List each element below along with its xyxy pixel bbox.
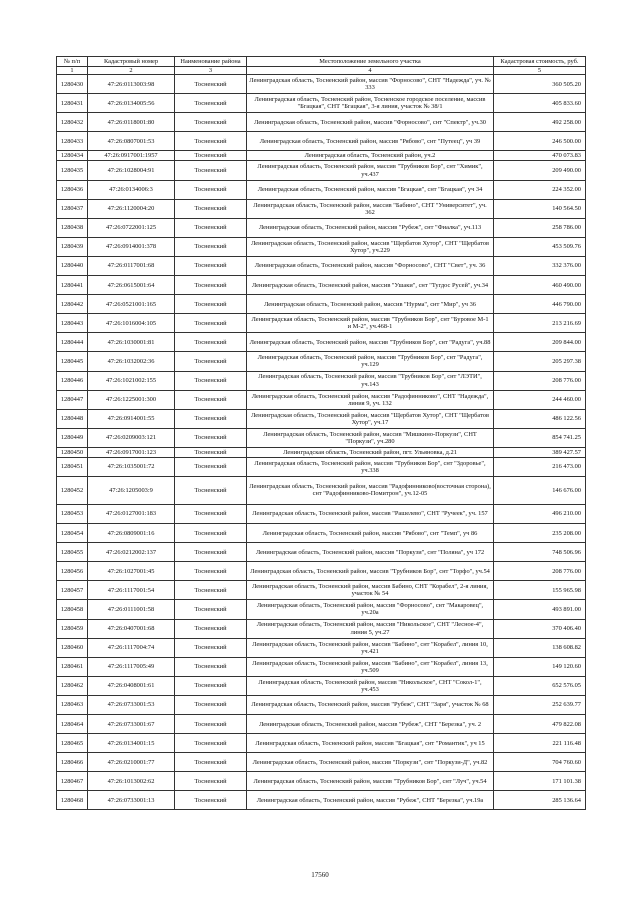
district-name: Тосненский [175, 333, 247, 352]
district-name: Тосненский [175, 352, 247, 371]
cadastral-value: 360 505.20 [494, 75, 586, 94]
table-row [57, 562, 586, 581]
cadastral-number: 47:26:1013002:62 [88, 772, 175, 791]
row-number: 1280462 [57, 676, 88, 695]
table-row [57, 581, 586, 600]
cadastral-number: 47:26:1028004:91 [88, 161, 175, 180]
cadastral-value: 748 506.96 [494, 543, 586, 562]
parcel-location: Ленинградская область, Тосненский район, массив "Трубников Бор", снт "Здоровье", уч.338 [247, 457, 494, 476]
table-row [57, 199, 586, 218]
row-number: 1280456 [57, 562, 88, 581]
parcel-location: Ленинградская область, Тосненский район, массив "Форносово", СНТ "Надежда", уч. № 333 [247, 75, 494, 94]
table-row [57, 619, 586, 638]
page-number: 17560 [311, 871, 329, 879]
cadastral-value: 224 352.00 [494, 180, 586, 199]
cadastral-number: 47:26:0134001:15 [88, 734, 175, 753]
cadastral-value: 492 258.00 [494, 113, 586, 132]
parcel-location: Ленинградская область, Тосненский район, пгт. Ульяновка, д.21 [247, 447, 494, 457]
cadastral-number: 47:26:0408001:61 [88, 676, 175, 695]
district-name: Тосненский [175, 314, 247, 333]
row-number: 1280447 [57, 390, 88, 409]
table-row [57, 457, 586, 476]
row-number: 1280434 [57, 151, 88, 161]
cadastral-value: 146 676.00 [494, 476, 586, 504]
cadastral-value: 486 122.56 [494, 409, 586, 428]
cadastral-number: 47:26:1225001:300 [88, 390, 175, 409]
row-number: 1280449 [57, 428, 88, 447]
header-number: № п/п [57, 57, 88, 67]
cadastral-number: 47:26:1027001:45 [88, 562, 175, 581]
cadastral-value-table [56, 56, 586, 810]
cadastral-value: 138 608.82 [494, 638, 586, 657]
cadastral-value: 244 460.00 [494, 390, 586, 409]
parcel-location: Ленинградская область, Тосненский район, массив "Поркузи", снт "Поляна", уч 172 [247, 543, 494, 562]
table-row [57, 333, 586, 352]
district-name: Тосненский [175, 75, 247, 94]
district-name: Тосненский [175, 390, 247, 409]
row-number: 1280446 [57, 371, 88, 390]
parcel-location: Ленинградская область, Тосненский район, массив "Бабино", снт "Корабел", линия 10, уч.421 [247, 638, 494, 657]
cadastral-value: 221 116.48 [494, 734, 586, 753]
cadastral-number: 47:26:0118001:80 [88, 113, 175, 132]
cadastral-value: 652 576.05 [494, 676, 586, 695]
district-name: Тосненский [175, 543, 247, 562]
row-number: 1280464 [57, 715, 88, 734]
parcel-location: Ленинградская область, Тосненский район, массив "Бабино", СНТ "Университет", уч. 362 [247, 199, 494, 218]
district-name: Тосненский [175, 199, 247, 218]
parcel-location: Ленинградская область, Тосненский район, массив "Рубеж", СНТ "Заря", участок № 68 [247, 695, 494, 714]
row-number: 1280441 [57, 276, 88, 295]
cadastral-value: 493 891.00 [494, 600, 586, 619]
parcel-location: Ленинградская область, Тосненский район, массив "Трубников Бор", снт "Буровое М-1 и М-2", уч.468-1 [247, 314, 494, 333]
cadastral-value: 216 473.00 [494, 457, 586, 476]
parcel-location: Ленинградская область, Тосненский район, массив "Поркузи", снт "Поркузи-Д", уч.82 [247, 753, 494, 772]
cadastral-number: 47:26:1120004:20 [88, 199, 175, 218]
parcel-location: Ленинградская область, Тосненский район, массив "Мишкино-Поркузи", СНТ "Поркузи", уч.280 [247, 428, 494, 447]
table-row [57, 543, 586, 562]
table-row [57, 161, 586, 180]
cadastral-number: 47:26:0733001:13 [88, 791, 175, 810]
row-number: 1280438 [57, 218, 88, 237]
parcel-location: Ленинградская область, Тосненский район, массив "Никольское", СНТ "Сокол-1", уч.453 [247, 676, 494, 695]
table-row [57, 476, 586, 504]
parcel-location: Ленинградская область, Тосненский район, массив "Трубников Бор", снт "Химик", уч.437 [247, 161, 494, 180]
row-number: 1280439 [57, 237, 88, 256]
cadastral-number: 47:26:1030001:81 [88, 333, 175, 352]
row-number: 1280436 [57, 180, 88, 199]
parcel-location: Ленинградская область, Тосненский район, массив "Радофинниково", СНТ "Надежда", линия 9, уч. 132 [247, 390, 494, 409]
cadastral-number: 47:26:0733001:67 [88, 715, 175, 734]
table-row [57, 734, 586, 753]
district-name: Тосненский [175, 256, 247, 275]
table-row [57, 151, 586, 161]
parcel-location: Ленинградская область, Тосненский район, массив "Рябово", снт "Путеец", уч 39 [247, 132, 494, 151]
table-row [57, 390, 586, 409]
district-name: Тосненский [175, 695, 247, 714]
cadastral-value: 370 406.40 [494, 619, 586, 638]
row-number: 1280445 [57, 352, 88, 371]
parcel-location: Ленинградская область, Тосненский район, массив "Бабино", снт "Корабел", линия 13, уч.509 [247, 657, 494, 676]
table-row [57, 352, 586, 371]
cadastral-value: 140 564.50 [494, 199, 586, 218]
district-name: Тосненский [175, 524, 247, 543]
district-name: Тосненский [175, 562, 247, 581]
cadastral-number: 47:26:0117001:68 [88, 256, 175, 275]
district-name: Тосненский [175, 600, 247, 619]
district-name: Тосненский [175, 113, 247, 132]
header-cadastral-value: Кадастровая стоимость, руб. [494, 57, 586, 67]
table-row [57, 753, 586, 772]
cadastral-value: 470 073.83 [494, 151, 586, 161]
cadastral-value: 252 639.77 [494, 695, 586, 714]
district-name: Тосненский [175, 772, 247, 791]
cadastral-value: 235 208.00 [494, 524, 586, 543]
parcel-location: Ленинградская область, Тосненский район, массив "Щербатов Хутор", СНТ "Щербатов Хутор", уч.17 [247, 409, 494, 428]
cadastral-number: 47:26:0809001:16 [88, 524, 175, 543]
table-row [57, 715, 586, 734]
parcel-location: Ленинградская область, Тосненский район, Тосненское городское поселение, массив "Бгацкая", СНТ "Бгацкая", 3-я линия, участок № 38/1 [247, 94, 494, 113]
district-name: Тосненский [175, 371, 247, 390]
cadastral-number: 47:26:0917001:1957 [88, 151, 175, 161]
parcel-location: Ленинградская область, Тосненский район, массив "Форносово", снт "Спектр", уч.30 [247, 113, 494, 132]
cadastral-value: 208 776.00 [494, 562, 586, 581]
cadastral-value: 258 786.00 [494, 218, 586, 237]
row-number: 1280459 [57, 619, 88, 638]
parcel-location: Ленинградская область, Тосненский район, массив "Трубников Бор", снт "ЛЭТИ", уч.143 [247, 371, 494, 390]
cadastral-value: 209 844.00 [494, 333, 586, 352]
row-number: 1280437 [57, 199, 88, 218]
cadastral-number: 47:26:0917001:123 [88, 447, 175, 457]
cadastral-value: 332 376.00 [494, 256, 586, 275]
cadastral-value: 171 101.38 [494, 772, 586, 791]
cadastral-number: 47:26:1117005:49 [88, 657, 175, 676]
cadastral-number: 47:26:0134005:56 [88, 94, 175, 113]
cadastral-number: 47:26:0914001:378 [88, 237, 175, 256]
parcel-location: Ленинградская область, Тосненский район, массив "Трубников Бор", снт "Радуга", уч.129 [247, 352, 494, 371]
table-row [57, 791, 586, 810]
cadastral-number: 47:26:0914001:55 [88, 409, 175, 428]
district-name: Тосненский [175, 734, 247, 753]
row-number: 1280457 [57, 581, 88, 600]
table-row [57, 447, 586, 457]
row-number: 1280466 [57, 753, 88, 772]
column-number-row [57, 67, 586, 75]
row-number: 1280468 [57, 791, 88, 810]
district-name: Тосненский [175, 132, 247, 151]
table-row [57, 180, 586, 199]
row-number: 1280444 [57, 333, 88, 352]
district-name: Тосненский [175, 791, 247, 810]
parcel-location: Ленинградская область, Тосненский район, массив "Рубеж", СНТ "Березка", уч. 2 [247, 715, 494, 734]
parcel-location: Ленинградская область, Тосненский район, массив "Радофинниково(восточная сторона), снт "Радофинниково-Помитрон", уч.12-05 [247, 476, 494, 504]
header-district: Наименование района [175, 57, 247, 67]
district-name: Тосненский [175, 581, 247, 600]
table-row [57, 276, 586, 295]
row-number: 1280454 [57, 524, 88, 543]
cadastral-number: 47:26:0212002:137 [88, 543, 175, 562]
cadastral-value: 149 120.60 [494, 657, 586, 676]
row-number: 1280453 [57, 504, 88, 523]
parcel-location: Ленинградская область, Тосненский район, массив "Рашелево", СНТ "Ручеек", уч. 157 [247, 504, 494, 523]
parcel-location: Ленинградская область, Тосненский район, массив "Бгацкая", снт "Романтик", уч 15 [247, 734, 494, 753]
row-number: 1280455 [57, 543, 88, 562]
district-name: Тосненский [175, 619, 247, 638]
cadastral-number: 47:26:0407001:68 [88, 619, 175, 638]
district-name: Тосненский [175, 409, 247, 428]
column-number: 2 [88, 67, 175, 75]
cadastral-value: 479 822.08 [494, 715, 586, 734]
table-row [57, 218, 586, 237]
row-number: 1280463 [57, 695, 88, 714]
row-number: 1280432 [57, 113, 88, 132]
table-row [57, 504, 586, 523]
cadastral-value: 854 741.25 [494, 428, 586, 447]
district-name: Тосненский [175, 447, 247, 457]
cadastral-number: 47:26:1021002:155 [88, 371, 175, 390]
column-number: 1 [57, 67, 88, 75]
district-name: Тосненский [175, 657, 247, 676]
parcel-location: Ленинградская область, Тосненский район, массив "Никольское", СНТ "Лесное-4", линия 5, уч.27 [247, 619, 494, 638]
cadastral-number: 47:26:1205003:9 [88, 476, 175, 504]
table-row [57, 428, 586, 447]
district-name: Тосненский [175, 295, 247, 314]
row-number: 1280431 [57, 94, 88, 113]
table-header-row [57, 57, 586, 67]
table-row [57, 314, 586, 333]
row-number: 1280460 [57, 638, 88, 657]
parcel-location: Ленинградская область, Тосненский район, массив "Трубников Бор", снт "Луч", уч.54 [247, 772, 494, 791]
row-number: 1280435 [57, 161, 88, 180]
cadastral-number: 47:26:0134006:3 [88, 180, 175, 199]
table-row [57, 132, 586, 151]
parcel-location: Ленинградская область, Тосненский район, массив "Форносово", СНТ "Свет", уч. 36 [247, 256, 494, 275]
cadastral-number: 47:26:0111001:58 [88, 600, 175, 619]
cadastral-value: 285 136.64 [494, 791, 586, 810]
table-row [57, 75, 586, 94]
district-name: Тосненский [175, 457, 247, 476]
header-location: Местоположение земельного участка [247, 57, 494, 67]
cadastral-number: 47:26:0722001:125 [88, 218, 175, 237]
cadastral-value: 446 790.00 [494, 295, 586, 314]
district-name: Тосненский [175, 476, 247, 504]
cadastral-value: 405 833.60 [494, 94, 586, 113]
parcel-location: Ленинградская область, Тосненский район, массив "Ушаки", снт "Тугдос Русей", уч.34 [247, 276, 494, 295]
table-row [57, 256, 586, 275]
table-row [57, 772, 586, 791]
district-name: Тосненский [175, 180, 247, 199]
cadastral-number: 47:26:1117004:74 [88, 638, 175, 657]
district-name: Тосненский [175, 504, 247, 523]
cadastral-value: 209 490.00 [494, 161, 586, 180]
district-name: Тосненский [175, 428, 247, 447]
table-row [57, 371, 586, 390]
parcel-location: Ленинградская область, Тосненский район, массив "Форносово", снт "Макаровец", уч.20а [247, 600, 494, 619]
column-number: 3 [175, 67, 247, 75]
row-number: 1280465 [57, 734, 88, 753]
parcel-location: Ленинградская область, Тосненский район, массив "Трубников Бор", снт "Торфо", уч.54 [247, 562, 494, 581]
row-number: 1280448 [57, 409, 88, 428]
table-row [57, 657, 586, 676]
district-name: Тосненский [175, 276, 247, 295]
district-name: Тосненский [175, 161, 247, 180]
cadastral-value: 246 500.00 [494, 132, 586, 151]
row-number: 1280433 [57, 132, 88, 151]
cadastral-value: 389 427.57 [494, 447, 586, 457]
cadastral-number: 47:26:1016004:105 [88, 314, 175, 333]
parcel-location: Ленинградская область, Тосненский район, массив Бабино, СНТ "Корабел", 2-я линия, участок № 54 [247, 581, 494, 600]
row-number: 1280450 [57, 447, 88, 457]
parcel-location: Ленинградская область, Тосненский район, массив "Бгацкая", снт "Бгацкая", уч 34 [247, 180, 494, 199]
cadastral-value: 704 760.60 [494, 753, 586, 772]
row-number: 1280440 [57, 256, 88, 275]
table-row [57, 695, 586, 714]
cadastral-value: 453 509.76 [494, 237, 586, 256]
parcel-location: Ленинградская область, Тосненский район, массив "Нурма", снт "Мир", уч 36 [247, 295, 494, 314]
cadastral-number: 47:26:0521001:165 [88, 295, 175, 314]
table-row [57, 676, 586, 695]
parcel-location: Ленинградская область, Тосненский район, массив "Рябово", снт "Темп", уч 86 [247, 524, 494, 543]
table-row [57, 113, 586, 132]
row-number: 1280442 [57, 295, 88, 314]
district-name: Тосненский [175, 638, 247, 657]
cadastral-number: 47:26:0733001:53 [88, 695, 175, 714]
row-number: 1280461 [57, 657, 88, 676]
table-row [57, 524, 586, 543]
row-number: 1280430 [57, 75, 88, 94]
district-name: Тосненский [175, 753, 247, 772]
table-row [57, 600, 586, 619]
table-row [57, 638, 586, 657]
cadastral-number: 47:26:0127001:183 [88, 504, 175, 523]
cadastral-number: 47:26:1032002:36 [88, 352, 175, 371]
table-row [57, 237, 586, 256]
district-name: Тосненский [175, 218, 247, 237]
cadastral-number: 47:26:1035001:72 [88, 457, 175, 476]
cadastral-value: 213 216.69 [494, 314, 586, 333]
district-name: Тосненский [175, 94, 247, 113]
district-name: Тосненский [175, 715, 247, 734]
cadastral-number: 47:26:0209003:121 [88, 428, 175, 447]
cadastral-number: 47:26:0210001:77 [88, 753, 175, 772]
column-number: 5 [494, 67, 586, 75]
column-number: 4 [247, 67, 494, 75]
district-name: Тосненский [175, 237, 247, 256]
cadastral-value: 460 490.00 [494, 276, 586, 295]
cadastral-value: 205 297.38 [494, 352, 586, 371]
table-row [57, 409, 586, 428]
district-name: Тосненский [175, 151, 247, 161]
table-row [57, 295, 586, 314]
district-name: Тосненский [175, 676, 247, 695]
header-cadastral-number: Кадастровый номер [88, 57, 175, 67]
table-row [57, 94, 586, 113]
row-number: 1280458 [57, 600, 88, 619]
cadastral-number: 47:26:0807001:53 [88, 132, 175, 151]
parcel-location: Ленинградская область, Тосненский район, массив "Трубников Бор", снт "Радуга", уч.88 [247, 333, 494, 352]
table-body [57, 75, 586, 810]
cadastral-number: 47:26:0113003:98 [88, 75, 175, 94]
cadastral-number: 47:26:1117001:54 [88, 581, 175, 600]
cadastral-value: 155 965.98 [494, 581, 586, 600]
parcel-location: Ленинградская область, Тосненский район, массив "Рубеж", СНТ "Березка", уч.19а [247, 791, 494, 810]
cadastral-value: 208 776.00 [494, 371, 586, 390]
row-number: 1280467 [57, 772, 88, 791]
row-number: 1280452 [57, 476, 88, 504]
cadastral-value: 496 210.00 [494, 504, 586, 523]
cadastral-number: 47:26:0615001:64 [88, 276, 175, 295]
parcel-location: Ленинградская область, Тосненский район, массив "Рубеж", снт "Фиалка", уч.113 [247, 218, 494, 237]
parcel-location: Ленинградская область, Тосненский район, уч.2 [247, 151, 494, 161]
parcel-location: Ленинградская область, Тосненский район, массив "Щербатов Хутор", СНТ "Щербатов Хутор", уч.229 [247, 237, 494, 256]
row-number: 1280451 [57, 457, 88, 476]
row-number: 1280443 [57, 314, 88, 333]
